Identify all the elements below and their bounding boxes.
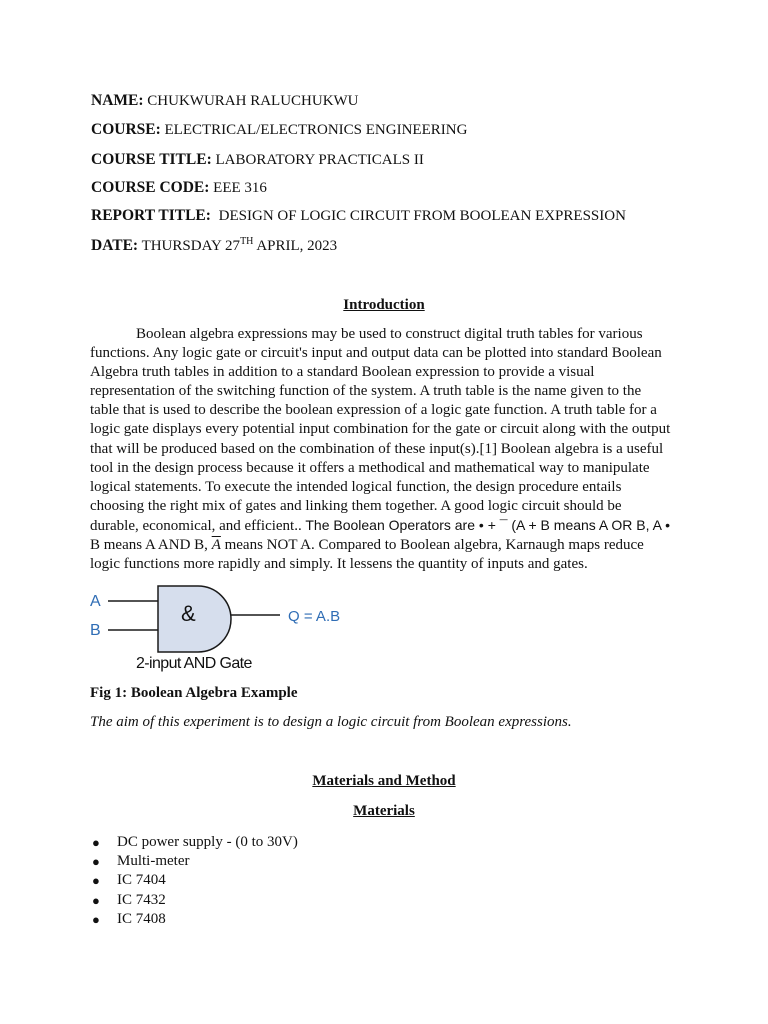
date-line [91, 236, 337, 255]
gate-caption: 2-input AND Gate [136, 655, 252, 672]
name-value: CHUKWURAH RALUCHUKWU [147, 93, 359, 109]
list-item [90, 852, 298, 871]
introduction-heading: Introduction [343, 297, 425, 313]
report-title-label: REPORT TITLE: [91, 207, 211, 224]
date-superscript: TH [240, 236, 254, 247]
boolean-operators-text: The Boolean Operators are • + ¯ (A + B means A OR B, A • [301, 516, 670, 533]
paragraph-line: functions. Any logic gate or circuit's input and output data can be plotted into standard Boolean [90, 345, 662, 362]
list-item [90, 910, 298, 929]
course-value: ELECTRICAL/ELECTRONICS ENGINEERING [164, 122, 468, 138]
paragraph-line-part: durable, economical, and efficient.. [90, 517, 302, 534]
figure-caption: Fig 1: Boolean Algebra Example [90, 685, 298, 701]
list-item [90, 833, 298, 852]
bullet-icon: ● [92, 892, 100, 908]
paragraph-line-operators [90, 516, 680, 536]
paragraph-line-part: B means A AND B, [90, 537, 212, 554]
course-code-label: COURSE CODE: [91, 179, 210, 196]
paragraph-line: logic gate displays every potential input combination for the gate or circuit along with the output [90, 421, 671, 438]
paragraph-line: Algebra truth tables in addition to a standard Boolean expression to provide a visual [90, 364, 595, 381]
bullet-icon: ● [92, 835, 100, 850]
date-label: DATE: [91, 237, 139, 254]
paragraph-line-part: means NOT A. Compared to Boolean algebra, Karnaugh maps reduce [220, 537, 644, 554]
list-item [90, 891, 298, 910]
date-day: THURSDAY 27 [141, 238, 241, 254]
list-item-text: IC 7432 [117, 891, 166, 908]
paragraph-line: Boolean algebra expressions may be used to construct digital truth tables for various [136, 326, 643, 342]
list-item [90, 871, 298, 890]
list-item-text: IC 7408 [117, 910, 166, 927]
input-a-label: A [90, 593, 101, 610]
output-label: Q = A.B [288, 608, 341, 625]
list-item-text: IC 7404 [117, 872, 166, 889]
paragraph-line: logic functions more rapidly and simply. It lessens the quantity of inputs and gates. [90, 556, 588, 573]
materials-subheading: Materials [353, 803, 415, 819]
report-title-line [91, 207, 626, 225]
date-rest: APRIL, 2023 [256, 238, 338, 254]
list-item-text: DC power supply - (0 to 30V) [117, 834, 298, 850]
name-label: NAME: [91, 92, 144, 109]
a-bar-symbol: $\overline{A}$ [211, 537, 221, 554]
and-gate-figure [80, 578, 380, 676]
bullet-icon: ● [92, 911, 100, 927]
introduction-paragraph [90, 325, 680, 574]
course-title-label: COURSE TITLE: [91, 151, 212, 168]
paragraph-line: representation of the switching function of the system. A truth table is the name given to the [90, 383, 642, 400]
report-title-value: DESIGN OF LOGIC CIRCUIT FROM BOOLEAN EXPRESSION [218, 208, 626, 224]
course-title-line [91, 151, 424, 169]
materials-list [90, 833, 298, 929]
bullet-icon: ● [92, 854, 100, 870]
list-item-text: Multi-meter [117, 853, 190, 870]
paragraph-line-not [90, 536, 680, 555]
and-symbol: & [181, 601, 196, 626]
course-label: COURSE: [91, 121, 161, 138]
name-line [91, 92, 359, 110]
course-title-value: LABORATORY PRACTICALS II [215, 152, 424, 168]
aim-statement: The aim of this experiment is to design a logic circuit from Boolean expressions. [90, 714, 572, 730]
input-b-label: B [90, 622, 101, 639]
materials-method-heading: Materials and Method [312, 773, 456, 789]
paragraph-line: logical statements. To execute the intended logical function, the design procedure entails [90, 478, 622, 495]
course-line [91, 121, 467, 139]
course-code-line [91, 179, 267, 197]
paragraph-line: that will be produced based on the combination of these input(s).[1] Boolean algebra is a useful [90, 440, 664, 457]
bullet-icon: ● [92, 873, 100, 889]
course-code-value: EEE 316 [213, 180, 267, 196]
paragraph-line: table that is used to describe the boolean expression of a logic gate function. A truth table for a [90, 402, 657, 419]
paragraph-line: choosing the right mix of gates and linking them together. A good logic circuit should be [90, 497, 622, 514]
paragraph-line: tool in the design process because it offers a methodical and mathematical way to manipulate [90, 459, 650, 476]
